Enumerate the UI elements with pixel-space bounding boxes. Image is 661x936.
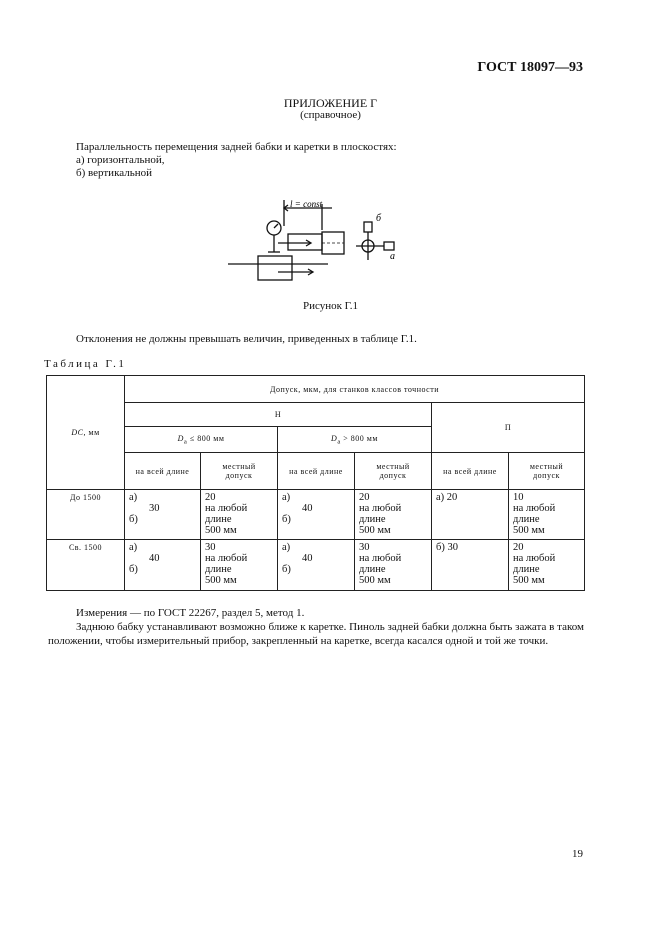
label-a: а: [390, 251, 395, 262]
intro-line-3: б) вертикальной: [76, 167, 153, 179]
label-b: б: [376, 213, 382, 224]
p-whole: б) 30: [432, 540, 509, 591]
n2-local: 30 на любой длине 500 мм: [355, 540, 432, 591]
n1-whole: а) 30 б): [125, 490, 201, 540]
page-number: 19: [572, 848, 583, 860]
n1-whole: а) 40 б): [125, 540, 201, 591]
tolerance-table: [46, 375, 585, 591]
n1-local: 30 на любой длине 500 мм: [201, 540, 278, 591]
col-whole-length: на всей длине: [432, 453, 509, 490]
standard-number: ГОСТ 18097—93: [477, 60, 583, 75]
da-le-800-header: $D_a \le 800$ мм: [125, 427, 278, 453]
table-row: [47, 490, 585, 540]
dc-value: До 1500: [47, 490, 125, 540]
table-row: [47, 540, 585, 591]
p-local: 20 на любой длине 500 мм: [509, 540, 585, 591]
tolerance-header: Допуск, мкм, для станков классов точности: [125, 376, 585, 403]
col-local-tolerance: местный допуск: [201, 453, 278, 490]
dc-header: DC, мм: [47, 376, 125, 490]
label-l-const: l = const: [290, 199, 323, 209]
p-whole: а) 20: [432, 490, 509, 540]
col-local-tolerance: местный допуск: [355, 453, 432, 490]
col-whole-length: на всей длине: [278, 453, 355, 490]
n2-local: 20 на любой длине 500 мм: [355, 490, 432, 540]
measurement-diagram: [228, 196, 418, 286]
appendix-subtitle: (справочное): [300, 109, 361, 121]
class-n-header: Н: [125, 403, 432, 427]
n1-local: 20 на любой длине 500 мм: [201, 490, 278, 540]
intro-line-2: а) горизонтальной,: [76, 154, 165, 166]
p-local: 10 на любой длине 500 мм: [509, 490, 585, 540]
appendix-title: ПРИЛОЖЕНИЕ Г: [283, 96, 378, 110]
table-label: Таблица Г.1: [44, 358, 127, 370]
da-gt-800-header: $D_a > 800$ мм: [278, 427, 432, 453]
col-local-tolerance: местный допуск: [509, 453, 585, 490]
dc-value: Св. 1500: [47, 540, 125, 591]
statement: Отклонения не должны превышать величин, приведенных в таблице Г.1.: [76, 333, 417, 345]
class-p-header: П: [432, 403, 585, 453]
footer-note-2: Заднюю бабку устанавливают возможно ближе к каретке. Пиноль задней бабки должна быть зажата в таком положении, чтобы измерительный прибор, закрепленный на каретке, всегда касался одной и той же точки.: [48, 621, 584, 647]
footer-note-1: Измерения — по ГОСТ 22267, раздел 5, метод 1.: [76, 607, 305, 619]
n2-whole: а) 40 б): [278, 490, 355, 540]
col-whole-length: на всей длине: [125, 453, 201, 490]
intro-line-1: Параллельность перемещения задней бабки и каретки в плоскостях:: [76, 141, 397, 153]
figure-caption: Рисунок Г.1: [302, 300, 359, 312]
n2-whole: а) 40 б): [278, 540, 355, 591]
